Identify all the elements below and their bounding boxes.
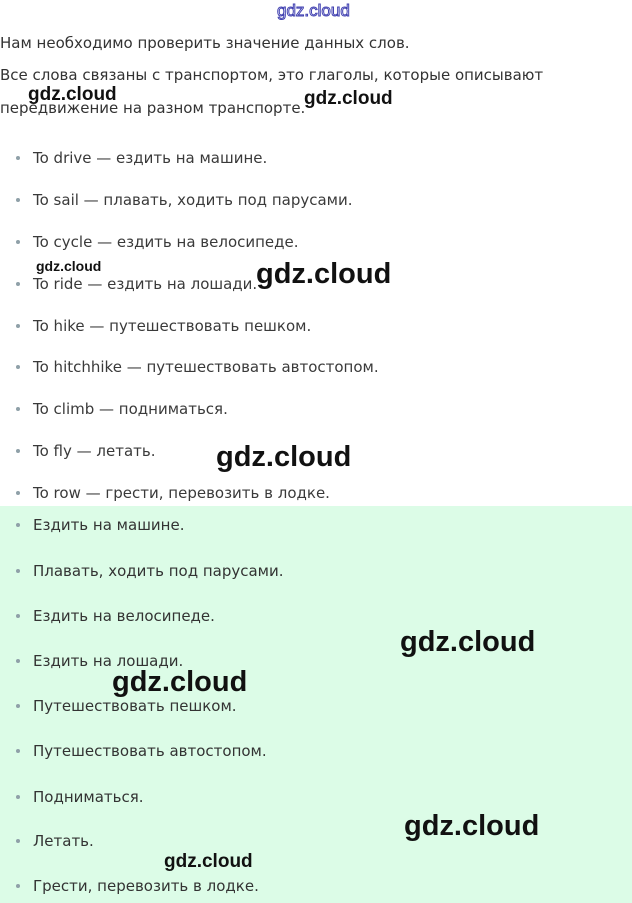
bullet-icon bbox=[16, 614, 20, 618]
bullet-icon bbox=[16, 156, 20, 160]
bullet-icon bbox=[16, 198, 20, 202]
translation-item-text: Ездить на лошади. bbox=[33, 652, 184, 670]
list-item bbox=[16, 559, 284, 583]
bullet-icon bbox=[16, 839, 20, 843]
watermark: gdz.cloud bbox=[112, 666, 248, 698]
bullet-icon bbox=[16, 282, 20, 286]
intro-line-3: передвижение на разном транспорте. bbox=[0, 99, 306, 117]
bullet-icon bbox=[16, 240, 20, 244]
word-item-text: To sail — плавать, ходить под парусами. bbox=[33, 191, 353, 209]
list-item bbox=[16, 874, 259, 898]
bullet-icon bbox=[16, 324, 20, 328]
word-item-text: To hitchhike — путешествовать автостопом. bbox=[33, 358, 379, 376]
bullet-icon bbox=[16, 491, 20, 495]
list-item bbox=[16, 314, 311, 338]
translation-panel bbox=[0, 506, 632, 903]
translation-item-text: Путешествовать пешком. bbox=[33, 697, 237, 715]
translation-item-text: Летать. bbox=[33, 832, 94, 850]
bullet-icon bbox=[16, 749, 20, 753]
watermark: gdz.cloud bbox=[404, 810, 540, 842]
word-item-text: To drive — ездить на машине. bbox=[33, 149, 268, 167]
list-item bbox=[16, 230, 299, 254]
list-item bbox=[16, 513, 184, 537]
bullet-icon bbox=[16, 704, 20, 708]
bullet-icon bbox=[16, 449, 20, 453]
list-item bbox=[16, 785, 144, 809]
word-item-text: To climb — подниматься. bbox=[33, 400, 228, 418]
translation-item-text: Плавать, ходить под парусами. bbox=[33, 562, 284, 580]
bullet-icon bbox=[16, 884, 20, 888]
word-item-text: To row — грести, перевозить в лодке. bbox=[33, 484, 330, 502]
list-item bbox=[16, 604, 215, 628]
word-item-text: To ride — ездить на лошади. bbox=[33, 275, 258, 293]
word-item-text: To hike — путешествовать пешком. bbox=[33, 317, 312, 335]
word-item-text: To fly — летать. bbox=[33, 442, 156, 460]
word-item-text: To cycle — ездить на велосипеде. bbox=[33, 233, 299, 251]
bullet-icon bbox=[16, 569, 20, 573]
list-item bbox=[16, 355, 379, 379]
list-item bbox=[16, 739, 267, 763]
list-item bbox=[16, 272, 257, 296]
list-item bbox=[16, 146, 267, 170]
translation-item-text: Путешествовать автостопом. bbox=[33, 742, 267, 760]
list-item bbox=[16, 481, 330, 505]
watermark: gdz.cloud bbox=[28, 84, 117, 105]
watermark: gdz.cloud bbox=[304, 88, 393, 109]
intro-line-2: Все слова связаны с транспортом, это глаголы, которые описывают bbox=[0, 66, 544, 84]
list-item bbox=[16, 188, 352, 212]
intro-line-1: Нам необходимо проверить значение данных слов. bbox=[0, 34, 410, 52]
watermark: gdz.cloud bbox=[256, 258, 392, 290]
watermark: gdz.cloud bbox=[400, 626, 536, 658]
watermark: gdz.cloud bbox=[277, 1, 350, 20]
translation-item-text: Подниматься. bbox=[33, 788, 144, 806]
list-item bbox=[16, 439, 156, 463]
bullet-icon bbox=[16, 523, 20, 527]
bullet-icon bbox=[16, 365, 20, 369]
bullet-icon bbox=[16, 795, 20, 799]
translation-item-text: Ездить на машине. bbox=[33, 516, 185, 534]
watermark: gdz.cloud bbox=[216, 441, 352, 473]
list-item bbox=[16, 829, 94, 853]
list-item bbox=[16, 397, 228, 421]
bullet-icon bbox=[16, 407, 20, 411]
watermark: gdz.cloud bbox=[36, 258, 102, 274]
translation-item-text: Ездить на велосипеде. bbox=[33, 607, 215, 625]
bullet-icon bbox=[16, 659, 20, 663]
watermark: gdz.cloud bbox=[164, 851, 253, 872]
translation-item-text: Грести, перевозить в лодке. bbox=[33, 877, 259, 895]
